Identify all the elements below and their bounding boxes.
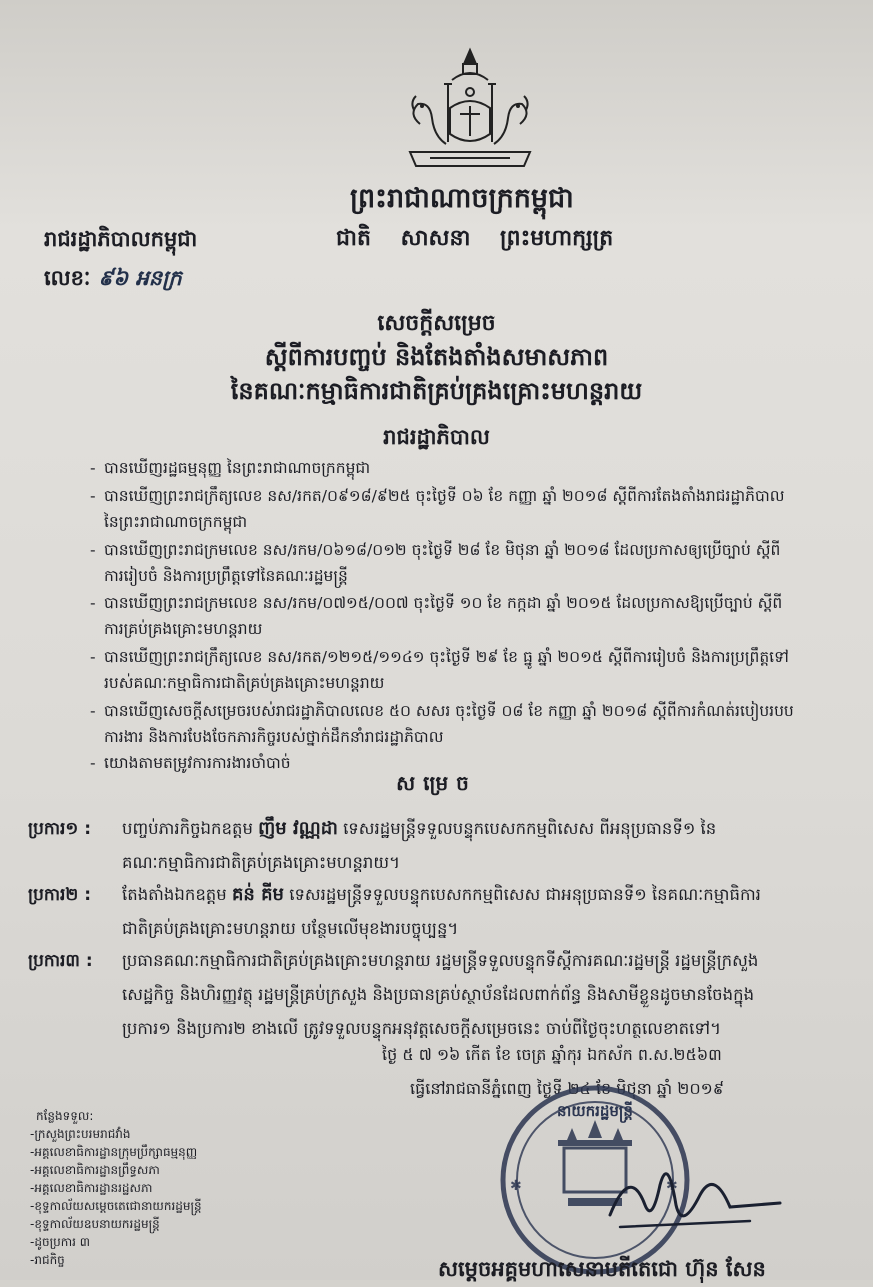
visa-item: - បានឃើញរដ្ឋធម្មនុញ្ញ នៃព្រះរាជាណាចក្រកម្ពុជា <box>90 459 371 477</box>
royal-coat-of-arms-icon <box>400 44 540 174</box>
prime-minister-name: សម្តេចអគ្គមហាសេនាបតីតេជោ ហ៊ុន សែន <box>438 1257 766 1281</box>
lunar-date: ថ្ងៃ ៥ ៧ ១៦ កើត ខែ ចេត្រ ឆ្នាំកុរ ឯកស័ក ព.ស.២៥៦៣ <box>382 1045 722 1064</box>
article-label: ប្រការ៣ : <box>28 951 93 971</box>
recipient-item: -ខុទ្ទកាល័យឧបនាយករដ្ឋមន្ត្រី <box>30 1217 160 1231</box>
article-label: ប្រការ២ : <box>28 885 92 905</box>
recipient-item: -ខុទ្ទកាល័យសម្តេចតេជោនាយករដ្ឋមន្ត្រី <box>30 1199 202 1213</box>
solar-date-place: ធ្វើនៅរាជធានីភ្នំពេញ ថ្ងៃទី ២៤ ខែ មិថុនា ឆ្នាំ ២០១៩ <box>410 1079 725 1098</box>
visa-item-continued: ការរៀបចំ និងការប្រព្រឹត្តទៅនៃគណៈរដ្ឋមន្ត្រី <box>104 567 348 585</box>
number-label: លេខៈ <box>44 266 91 290</box>
seal-text: នាយករដ្ឋមន្ត្រី <box>557 1102 633 1120</box>
article-3: ប្រការ៣ : ប្រធានគណៈកម្មាធិការជាតិគ្រប់គ្រងគ្រោះមហន្តរាយ រដ្ឋមន្ត្រីទទួលបន្ទុកទីស្តីការគណៈរដ្ឋមន្ត្រី រដ្ឋមន្ត្រីក្រសួង សេដ្ឋកិច្ច និងហិរញ្ញវត្ថុ រដ្ឋមន្ត្រីគ្រប់ក្រសួង និងប្រធានគ្រប់ស្ថាប័នដែលពាក់ព័ន្ធ និងសាមីខ្លួនដូចមានចែងក្នុង ប្រការ១ និងប្រការ២ ខាងលើ ត្រូវទទួលបន្ទុកអនុវត្តសេចក្តីសម្រេចនេះ ចាប់ពីថ្ងៃចុះហត្ថលេខាតទៅ។ <box>28 944 873 1046</box>
number-value: ៩៦ អនក្រ <box>98 265 182 290</box>
article-2: ប្រការ២ : តែងតាំងឯកឧត្តម គន់ គីម ទេសរដ្ឋមន្ត្រីទទួលបន្ទុកបេសកកម្មពិសេស ជាអនុប្រធានទី១ នៃគណៈកម្មាធិការ ជាតិគ្រប់គ្រងគ្រោះមហន្តរាយ បន្ថែមលើមុខងារបច្ចុប្បន្ន។ <box>28 878 873 946</box>
nation-religion-king: ជាតិ សាសនា ព្រះមហាក្សត្រ <box>336 226 614 251</box>
recipient-item: -អគ្គលេខាធិការដ្ឋានក្រុមប្រឹក្សាធម្មនុញ្ញ <box>30 1145 198 1159</box>
visa-item: - បានឃើញព្រះរាជក្រឹត្យលេខ នស/រកត/១២១៥/១១៤១ ចុះថ្ងៃទី ២៩ ខែ ធ្នូ ឆ្នាំ ២០១៥ ស្តីពីការរៀបចំ និងការប្រព្រឹត្តទៅ <box>90 648 789 666</box>
document-number <box>44 265 182 296</box>
document-subtitle-1: ស្តីពីការបញ្ចប់ និងតែងតាំងសមាសភាព <box>264 343 609 371</box>
recipients-title: កន្លែងទទួល: <box>36 1109 94 1123</box>
visa-item: - បានឃើញព្រះរាជក្រមលេខ នស/រកម/០៧១៥/០០៧ ចុះថ្ងៃទី ១០ ខែ កក្កដា ឆ្នាំ ២០១៥ ដែលប្រកាសឱ្យប្រើច្បាប់ ស្តីពី <box>90 594 783 612</box>
government-heading: រាជរដ្ឋាភិបាល <box>383 425 490 449</box>
issuer-name: រាជរដ្ឋាភិបាលកម្ពុជា <box>44 227 198 251</box>
recipient-item: -អគ្គលេខាធិការដ្ឋានព្រឹទ្ធសភា <box>30 1163 160 1177</box>
handwritten-signature <box>590 1145 790 1235</box>
visa-item: - បានឃើញព្រះរាជក្រមលេខ នស/រកម/០៦១៨/០១២ ចុះថ្ងៃទី ២៨ ខែ មិថុនា ឆ្នាំ ២០១៨ ដែលប្រកាសឲ្យប្រើច្បាប់ ស្តីពី <box>90 541 781 559</box>
svg-text:✱: ✱ <box>510 1178 522 1194</box>
visa-item: - បានឃើញសេចក្តីសម្រេចរបស់រាជរដ្ឋាភិបាលលេខ ៥០ សសរ ចុះថ្ងៃទី ០៨ ខែ កញ្ញា ឆ្នាំ ២០១៨ ស្តីពីការកំណត់របៀបរបប <box>90 702 794 720</box>
visa-item-continued: នៃព្រះរាជាណាចក្រកម្ពុជា <box>104 513 248 531</box>
svg-text:✱: ✱ <box>666 1178 678 1194</box>
recipient-item: -ក្រសួងព្រះបរមរាជវាំង <box>30 1127 131 1141</box>
visa-item-continued: របស់គណៈកម្មាធិការជាតិគ្រប់គ្រងគ្រោះមហន្តរាយ <box>104 674 385 692</box>
decision-heading: សម្រេច <box>396 771 477 795</box>
recipient-item: -រាជកិច្ច <box>30 1253 65 1267</box>
visa-item: - បានឃើញព្រះរាជក្រឹត្យលេខ នស/រកត/០៩១៨/៩២៥ ចុះថ្ងៃទី ០៦ ខែ កញ្ញា ឆ្នាំ ២០១៨ ស្តីពីការតែងតាំងរាជរដ្ឋាភិបាល <box>90 487 785 505</box>
recipient-item: -អគ្គលេខាធិការដ្ឋានរដ្ឋសភា <box>30 1181 153 1195</box>
document-title: សេចក្តីសម្រេច <box>377 311 496 336</box>
visa-item-continued: ការងារ និងការបែងចែកភារកិច្ចរបស់ថ្នាក់ដឹកនាំរាជរដ្ឋាភិបាល <box>104 728 444 746</box>
official-name: គន់ គីម <box>231 884 284 905</box>
document-subtitle-2: នៃគណៈកម្មាធិការជាតិគ្រប់គ្រងគ្រោះមហន្តរាយ <box>230 377 643 405</box>
kingdom-heading: ព្រះរាជាណាចក្រកម្ពុជា <box>350 183 574 214</box>
article-label: ប្រការ១ : <box>28 819 92 839</box>
article-1: ប្រការ១ : បញ្ចប់ភារកិច្ចឯកឧត្តម ញឹម វណ្ណដា ទេសរដ្ឋមន្ត្រីទទួលបន្ទុកបេសកកម្មពិសេស ពីអនុប្រធានទី១ នៃ គណៈកម្មាធិការជាតិគ្រប់គ្រងគ្រោះមហន្តរាយ។ <box>28 812 873 880</box>
visa-item: - យោងតាមតម្រូវការការងារចាំបាច់ <box>90 754 291 772</box>
recipient-item: -ដូចប្រការ ៣ <box>30 1235 91 1249</box>
official-name: ញឹម វណ្ណដា <box>258 818 338 839</box>
visa-item-continued: ការគ្រប់គ្រងគ្រោះមហន្តរាយ <box>104 620 263 638</box>
